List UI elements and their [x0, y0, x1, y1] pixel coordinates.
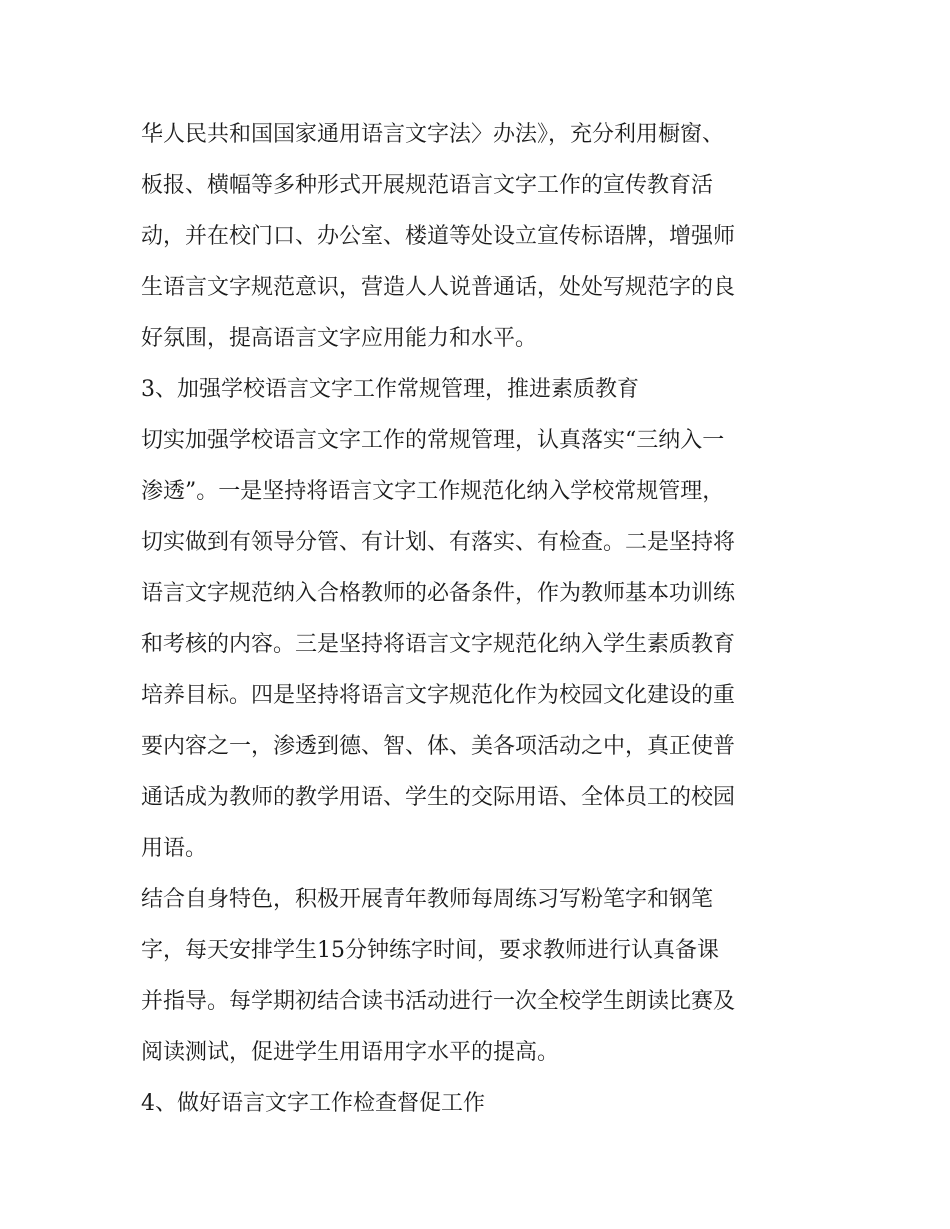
paragraph-line: 好氛围，提高语言文字应用能力和水平。	[141, 326, 538, 351]
paragraph-line: 并指导。每学期初结合读书活动进行一次全校学生朗读比赛及	[141, 989, 736, 1014]
paragraph-line: 切实加强学校语言文字工作的常规管理，认真落实“三纳入一	[141, 428, 725, 453]
paragraph-line: 通话成为教师的教学用语、学生的交际用语、全体员工的校园	[141, 785, 736, 810]
document-body	[141, 109, 821, 1129]
paragraph-line: 用语。	[141, 836, 208, 861]
paragraph-line: 字，每天安排学生15分钟练字时间，要求教师进行认真备课	[141, 938, 719, 963]
paragraph-line: 板报、横幅等多种形式开展规范语言文字工作的宣传教育活	[141, 173, 714, 198]
paragraph-line: 动，并在校门口、办公室、楼道等处设立宣传标语牌，增强师	[141, 224, 736, 249]
paragraph-line: 培养目标。四是坚持将语言文字规范化作为校园文化建设的重	[141, 683, 736, 708]
paragraph-line: 华人民共和国国家通用语言文字法〉办法》，充分利用橱窗、	[141, 122, 725, 147]
paragraph-line: 生语言文字规范意识，营造人人说普通话，处处写规范字的良	[141, 275, 736, 300]
paragraph-line: 要内容之一，渗透到德、智、体、美各项活动之中，真正使普	[141, 734, 736, 759]
paragraph-line: 和考核的内容。三是坚持将语言文字规范化纳入学生素质教育	[141, 632, 736, 657]
paragraph-line: 渗透”。一是坚持将语言文字工作规范化纳入学校常规管理，	[141, 479, 725, 504]
section-heading: 4、做好语言文字工作检查督促工作	[141, 1091, 485, 1116]
paragraph-line: 语言文字规范纳入合格教师的必备条件，作为教师基本功训练	[141, 581, 736, 606]
paragraph-line: 结合自身特色，积极开展青年教师每周练习写粉笔字和钢笔	[141, 887, 714, 912]
section-heading: 3、加强学校语言文字工作常规管理，推进素质教育	[141, 377, 639, 402]
paragraph-line: 阅读测试，促进学生用语用字水平的提高。	[141, 1040, 560, 1065]
paragraph-line: 切实做到有领导分管、有计划、有落实、有检查。二是坚持将	[141, 530, 736, 555]
